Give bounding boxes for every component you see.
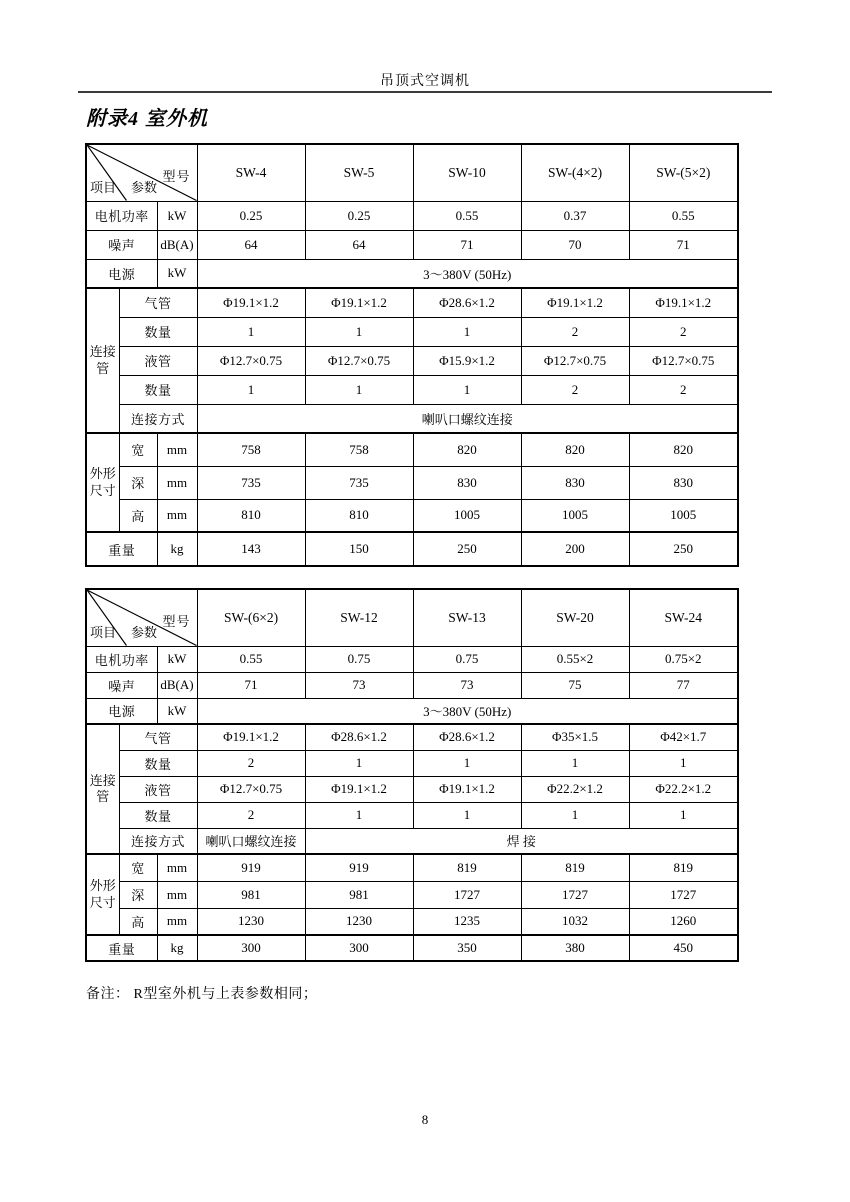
model-header: SW-(6×2) — [197, 589, 305, 646]
value-cell: 1 — [413, 802, 521, 828]
unit-cell: mm — [157, 433, 197, 466]
page-number: 8 — [421, 1112, 429, 1127]
table-row — [86, 404, 738, 433]
spec-table — [85, 143, 739, 567]
unit-cell: dB(A) — [157, 230, 197, 259]
page-header: 吊顶式空调机 — [380, 74, 470, 89]
value-cell: 焊 接 — [305, 828, 738, 854]
row-label: 重量 — [86, 935, 157, 961]
value-cell: 1005 — [413, 499, 521, 532]
value-cell: 380 — [521, 935, 629, 961]
unit-cell: mm — [157, 908, 197, 935]
unit-cell: mm — [157, 854, 197, 881]
row-label: 气管 — [119, 288, 197, 317]
value-cell: 820 — [629, 433, 738, 466]
value-cell: Φ19.1×1.2 — [629, 288, 738, 317]
table-row — [86, 908, 738, 935]
value-cell: 0.55 — [197, 646, 305, 672]
table-row — [86, 259, 738, 288]
value-cell: 2 — [629, 317, 738, 346]
value-cell: 1 — [305, 750, 413, 776]
model-header: SW-4 — [197, 144, 305, 201]
table-row — [86, 532, 738, 566]
table-row — [86, 698, 738, 724]
value-cell: 73 — [413, 672, 521, 698]
value-cell: 143 — [197, 532, 305, 566]
table-row — [86, 317, 738, 346]
value-cell: 1 — [305, 317, 413, 346]
value-cell: 300 — [197, 935, 305, 961]
value-cell: 1727 — [413, 881, 521, 908]
value-cell: 71 — [197, 672, 305, 698]
corner-label-param: 参数 — [131, 624, 158, 640]
row-label: 液管 — [119, 776, 197, 802]
page-title: 附录4 室外机 — [86, 108, 208, 130]
value-cell: 3～380V (50Hz) — [197, 698, 738, 724]
value-cell: 250 — [413, 532, 521, 566]
value-cell: 820 — [521, 433, 629, 466]
value-cell: 919 — [197, 854, 305, 881]
value-cell: Φ12.7×0.75 — [629, 346, 738, 375]
value-cell: Φ12.7×0.75 — [197, 776, 305, 802]
value-cell: 820 — [413, 433, 521, 466]
table-row — [86, 466, 738, 499]
corner-label-model: 型号 — [162, 169, 191, 184]
value-cell: 0.25 — [197, 201, 305, 230]
value-cell: Φ12.7×0.75 — [305, 346, 413, 375]
value-cell: Φ35×1.5 — [521, 724, 629, 750]
value-cell: 1727 — [521, 881, 629, 908]
value-cell: 758 — [305, 433, 413, 466]
row-label: 液管 — [119, 346, 197, 375]
table-row — [86, 802, 738, 828]
value-cell: 0.55 — [629, 201, 738, 230]
value-cell: 819 — [629, 854, 738, 881]
row-label: 连接方式 — [119, 404, 197, 433]
corner-label-item: 项目 — [90, 179, 117, 195]
model-header: SW-24 — [629, 589, 738, 646]
model-header: SW-(4×2) — [521, 144, 629, 201]
value-cell: 1 — [413, 375, 521, 404]
table-row — [86, 346, 738, 375]
value-cell: 1 — [413, 317, 521, 346]
table-header-row — [86, 144, 738, 201]
value-cell: Φ19.1×1.2 — [197, 724, 305, 750]
value-cell: 819 — [413, 854, 521, 881]
unit-cell: mm — [157, 466, 197, 499]
value-cell: 758 — [197, 433, 305, 466]
value-cell: 450 — [629, 935, 738, 961]
value-cell: 1230 — [305, 908, 413, 935]
model-header: SW-12 — [305, 589, 413, 646]
unit-cell: mm — [157, 499, 197, 532]
row-label: 宽 — [119, 433, 157, 466]
value-cell: 75 — [521, 672, 629, 698]
value-cell: 1 — [629, 802, 738, 828]
value-cell: 71 — [629, 230, 738, 259]
value-cell: Φ15.9×1.2 — [413, 346, 521, 375]
row-label: 高 — [119, 908, 157, 935]
value-cell: 830 — [413, 466, 521, 499]
row-label: 深 — [119, 466, 157, 499]
corner-label-param: 参数 — [131, 179, 158, 195]
row-label: 连接方式 — [119, 828, 197, 854]
row-label: 电源 — [86, 698, 157, 724]
corner-label-item: 项目 — [90, 624, 117, 640]
table-row — [86, 935, 738, 961]
value-cell: 喇叭口螺纹连接 — [197, 828, 305, 854]
model-header: SW-10 — [413, 144, 521, 201]
value-cell: 0.75×2 — [629, 646, 738, 672]
table-row — [86, 672, 738, 698]
value-cell: Φ42×1.7 — [629, 724, 738, 750]
value-cell: 810 — [305, 499, 413, 532]
outdoor-unit-table-2 — [85, 588, 739, 962]
value-cell: 981 — [197, 881, 305, 908]
row-label: 电机功率 — [86, 201, 157, 230]
unit-cell: kg — [157, 532, 197, 566]
row-group-label: 连接管 — [86, 724, 119, 854]
value-cell: 819 — [521, 854, 629, 881]
value-cell: Φ28.6×1.2 — [413, 288, 521, 317]
row-label: 电源 — [86, 259, 157, 288]
corner-label-model: 型号 — [162, 614, 191, 629]
value-cell: 830 — [521, 466, 629, 499]
table-row — [86, 288, 738, 317]
value-cell: Φ19.1×1.2 — [521, 288, 629, 317]
row-label: 数量 — [119, 375, 197, 404]
table-row — [86, 375, 738, 404]
value-cell: 919 — [305, 854, 413, 881]
value-cell: 1 — [197, 375, 305, 404]
value-cell: 1032 — [521, 908, 629, 935]
model-header: SW-(5×2) — [629, 144, 738, 201]
value-cell: 1 — [629, 750, 738, 776]
row-label: 噪声 — [86, 230, 157, 259]
value-cell: Φ12.7×0.75 — [197, 346, 305, 375]
value-cell: Φ19.1×1.2 — [305, 288, 413, 317]
row-label: 气管 — [119, 724, 197, 750]
value-cell: 735 — [197, 466, 305, 499]
value-cell: Φ28.6×1.2 — [305, 724, 413, 750]
model-header: SW-13 — [413, 589, 521, 646]
model-header: SW-20 — [521, 589, 629, 646]
value-cell: 2 — [521, 375, 629, 404]
header-rule — [78, 91, 772, 93]
value-cell: 2 — [197, 802, 305, 828]
table-row — [86, 724, 738, 750]
value-cell: 1005 — [629, 499, 738, 532]
unit-cell: dB(A) — [157, 672, 197, 698]
table-row — [86, 433, 738, 466]
table-row — [86, 230, 738, 259]
outdoor-unit-table-1 — [85, 143, 739, 567]
unit-cell: kW — [157, 698, 197, 724]
row-label: 重量 — [86, 532, 157, 566]
row-group-label: 外形尺寸 — [86, 854, 119, 935]
value-cell: 981 — [305, 881, 413, 908]
value-cell: 0.25 — [305, 201, 413, 230]
value-cell: 150 — [305, 532, 413, 566]
value-cell: 1005 — [521, 499, 629, 532]
value-cell: 73 — [305, 672, 413, 698]
value-cell: 1235 — [413, 908, 521, 935]
value-cell: 2 — [629, 375, 738, 404]
value-cell: 1 — [521, 802, 629, 828]
unit-cell: kg — [157, 935, 197, 961]
value-cell: 1 — [197, 317, 305, 346]
value-cell: 71 — [413, 230, 521, 259]
value-cell: 1727 — [629, 881, 738, 908]
row-label: 数量 — [119, 802, 197, 828]
value-cell: 0.55 — [413, 201, 521, 230]
table-row — [86, 828, 738, 854]
spec-table — [85, 588, 739, 962]
table-row — [86, 646, 738, 672]
value-cell: 0.55×2 — [521, 646, 629, 672]
value-cell: Φ19.1×1.2 — [197, 288, 305, 317]
value-cell: 70 — [521, 230, 629, 259]
value-cell: 1260 — [629, 908, 738, 935]
value-cell: Φ22.2×1.2 — [521, 776, 629, 802]
value-cell: 2 — [521, 317, 629, 346]
value-cell: 64 — [305, 230, 413, 259]
value-cell: Φ12.7×0.75 — [521, 346, 629, 375]
value-cell: 喇叭口螺纹连接 — [197, 404, 738, 433]
table-row — [86, 499, 738, 532]
value-cell: 0.37 — [521, 201, 629, 230]
row-label: 数量 — [119, 317, 197, 346]
value-cell: 735 — [305, 466, 413, 499]
corner-diagonal-cell — [86, 144, 197, 201]
value-cell: 300 — [305, 935, 413, 961]
unit-cell: kW — [157, 201, 197, 230]
row-label: 宽 — [119, 854, 157, 881]
table-row — [86, 201, 738, 230]
value-cell: 64 — [197, 230, 305, 259]
corner-diagonal-cell — [86, 589, 197, 646]
table-header-row — [86, 589, 738, 646]
model-header: SW-5 — [305, 144, 413, 201]
value-cell: 1 — [413, 750, 521, 776]
footnote: 备注： R型室外机与上表参数相同； — [86, 987, 318, 1002]
row-label: 数量 — [119, 750, 197, 776]
value-cell: Φ19.1×1.2 — [413, 776, 521, 802]
row-group-label: 连接管 — [86, 288, 119, 433]
unit-cell: kW — [157, 259, 197, 288]
table-row — [86, 881, 738, 908]
value-cell: 77 — [629, 672, 738, 698]
value-cell: 350 — [413, 935, 521, 961]
value-cell: 1 — [521, 750, 629, 776]
row-label: 高 — [119, 499, 157, 532]
row-group-label: 外形尺寸 — [86, 433, 119, 532]
value-cell: 1 — [305, 375, 413, 404]
table-row — [86, 776, 738, 802]
value-cell: 810 — [197, 499, 305, 532]
value-cell: Φ28.6×1.2 — [413, 724, 521, 750]
table-row — [86, 750, 738, 776]
value-cell: 830 — [629, 466, 738, 499]
value-cell: 2 — [197, 750, 305, 776]
value-cell: 1230 — [197, 908, 305, 935]
value-cell: 0.75 — [413, 646, 521, 672]
value-cell: Φ19.1×1.2 — [305, 776, 413, 802]
value-cell: 200 — [521, 532, 629, 566]
unit-cell: kW — [157, 646, 197, 672]
value-cell: 1 — [305, 802, 413, 828]
value-cell: 250 — [629, 532, 738, 566]
value-cell: 3～380V (50Hz) — [197, 259, 738, 288]
value-cell: 0.75 — [305, 646, 413, 672]
unit-cell: mm — [157, 881, 197, 908]
table-row — [86, 854, 738, 881]
row-label: 电机功率 — [86, 646, 157, 672]
value-cell: Φ22.2×1.2 — [629, 776, 738, 802]
row-label: 噪声 — [86, 672, 157, 698]
row-label: 深 — [119, 881, 157, 908]
